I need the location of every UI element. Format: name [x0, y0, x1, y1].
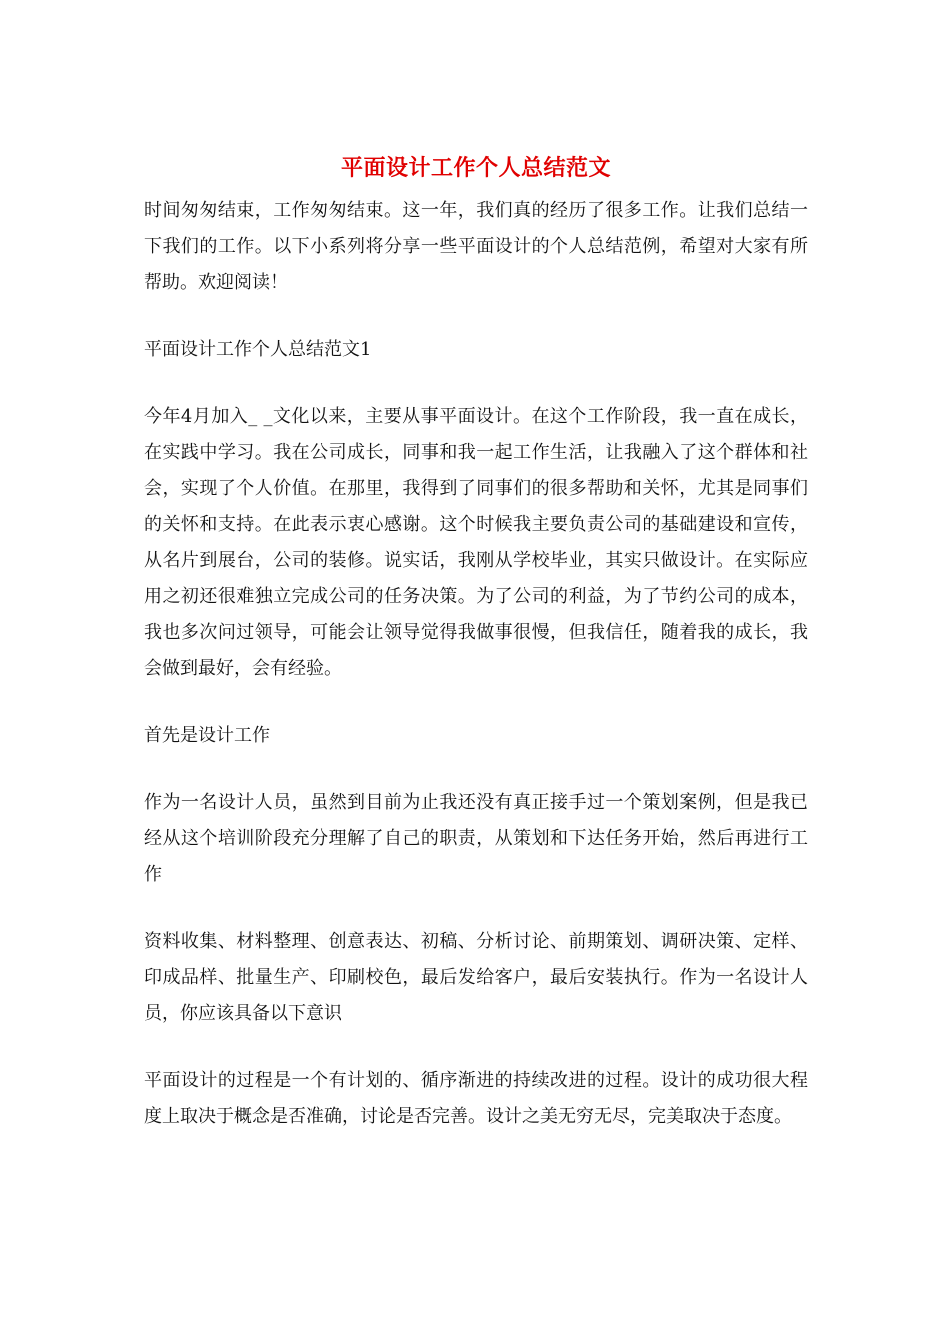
subsection-heading: 首先是设计工作: [144, 725, 270, 746]
body-paragraph: 平面设计的过程是一个有计划的、循序渐进的持续改进的过程。设计的成功很大程度上取决于概念是否准确，讨论是否完善。设计之美无穷无尽，完美取决于态度。: [144, 1070, 808, 1127]
body-paragraph: 资料收集、材料整理、创意表达、初稿、分析讨论、前期策划、调研决策、定样、印成品样、批量生产、印刷校色，最后发给客户，最后安装执行。作为一名设计人员，你应该具备以下意识: [144, 931, 808, 1024]
body-paragraph: 今年4月加入_ _文化以来，主要从事平面设计。在这个工作阶段，我一直在成长，在实践中学习。我在公司成长，同事和我一起工作生活，让我融入了这个群体和社会，实现了个人价值。在那里，我得到了同事们的很多帮助和关怀，尤其是同事们的关怀和支持。在此表示衷心感谢。这个时候我主要负责公司的基础建设和宣传，从名片到展台，公司的装修。说实话，我刚从学校毕业，其实只做设计。在实际应用之初还很难独立完成公司的任务决策。为了公司的利益，为了节约公司的成本，我也多次问过领导，可能会让领导觉得我做事很慢，但我信任，随着我的成长，我会做到最好，会有经验。: [144, 406, 808, 679]
body-paragraph: 作为一名设计人员，虽然到目前为止我还没有真正接手过一个策划案例，但是我已经从这个培训阶段充分理解了自己的职责，从策划和下达任务开始，然后再进行工作: [144, 792, 808, 885]
intro-paragraph: 时间匆匆结束，工作匆匆结束。这一年，我们真的经历了很多工作。让我们总结一下我们的工作。以下小系列将分享一些平面设计的个人总结范例，希望对大家有所帮助。欢迎阅读！: [144, 200, 808, 293]
document-title: 平面设计工作个人总结范文: [340, 155, 611, 181]
section-heading: 平面设计工作个人总结范文1: [144, 339, 372, 360]
